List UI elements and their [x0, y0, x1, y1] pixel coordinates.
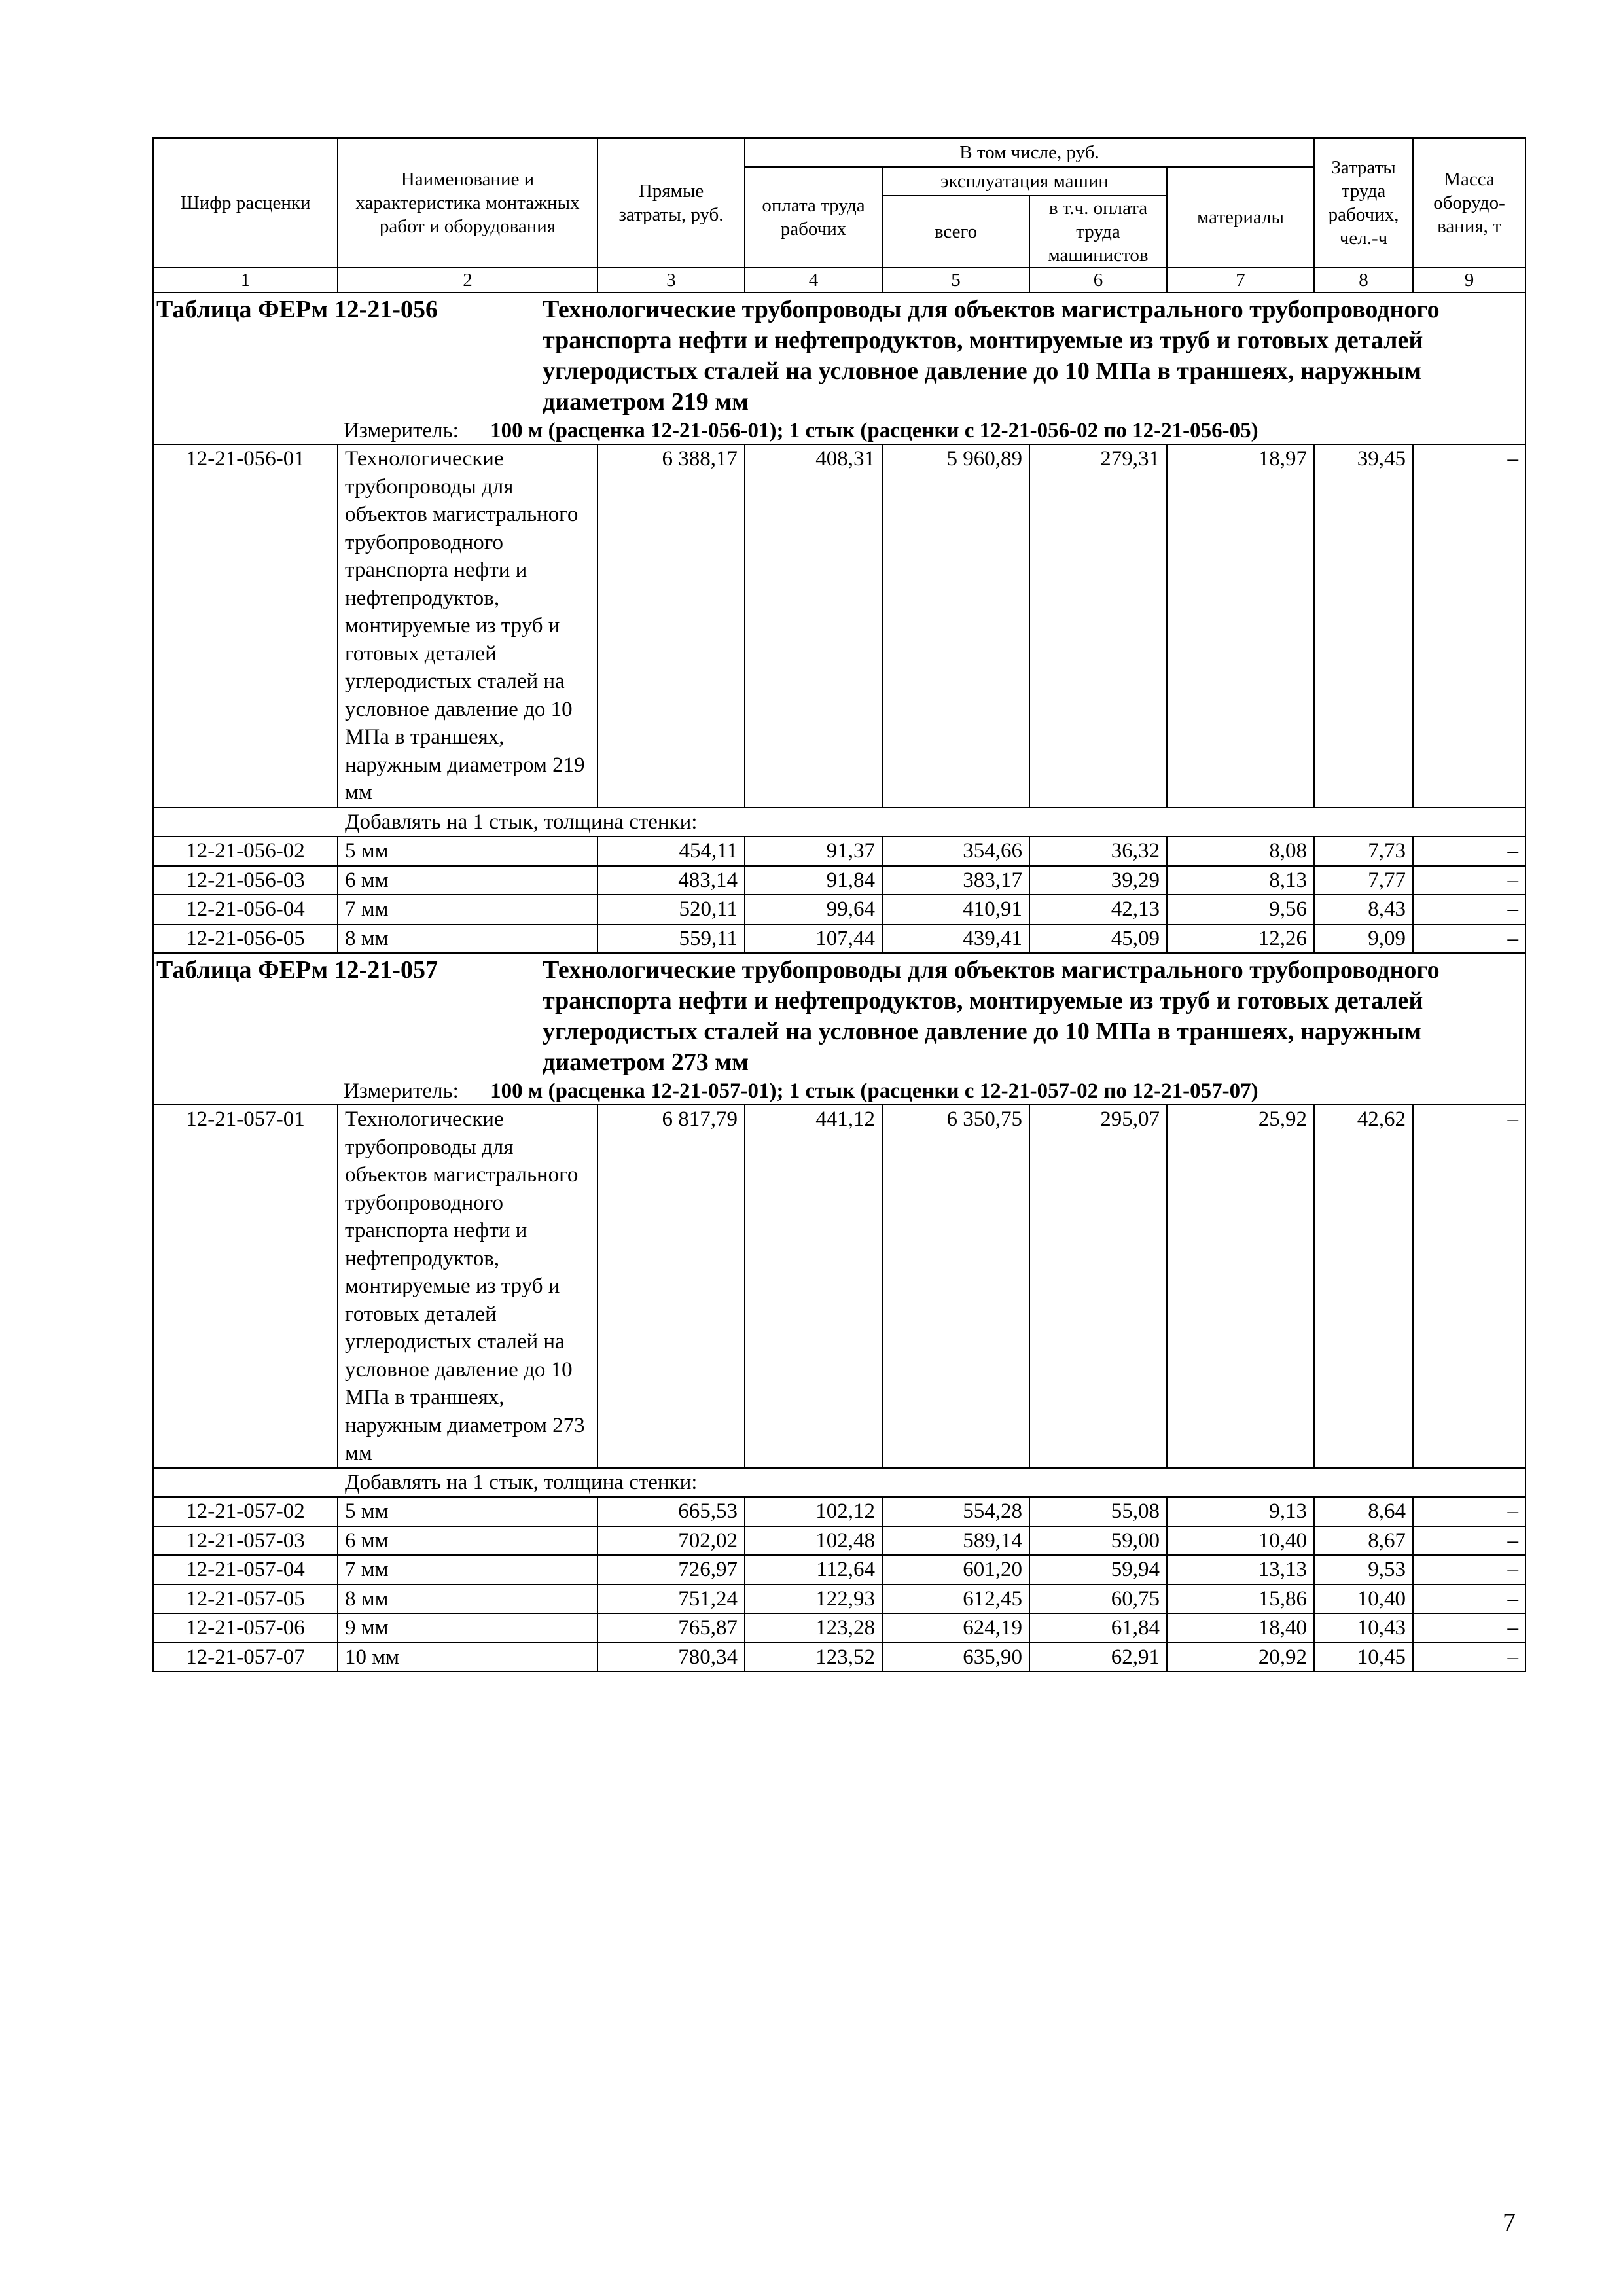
measure-value: 100 м (расценка 12-21-057-01); 1 стык (расценки с 12-21-057-02 по 12-21-057-07) [490, 1079, 1258, 1103]
rate-code: 12-21-057-07 [153, 1643, 338, 1672]
rate-code: 12-21-056-03 [153, 866, 338, 895]
rate-name: 9 мм [338, 1613, 597, 1643]
column-number: 6 [1029, 268, 1167, 293]
header-machines-total: всего [882, 196, 1029, 268]
measure-label: Измеритель: [344, 1079, 459, 1103]
direct-costs: 780,34 [597, 1643, 745, 1672]
table-row [153, 836, 1525, 866]
materials: 8,08 [1167, 836, 1314, 866]
table-row [153, 1105, 1525, 1468]
labor-pay: 123,28 [745, 1613, 882, 1643]
header-equipment-mass: Масса оборудо-вания, т [1413, 138, 1525, 268]
labor-hours: 8,43 [1314, 895, 1413, 924]
section-title: Технологические трубопроводы для объектов магистрального трубопроводного транспорта нефти и нефтепродуктов, монтируемые из труб и готовых деталей углеродистых сталей на условное давление до 10 МПа в траншеях, наружным диаметром 219 мм [543, 296, 1440, 416]
equipment-mass: – [1413, 1585, 1525, 1614]
machines-total: 601,20 [882, 1555, 1029, 1585]
equipment-mass: – [1413, 1497, 1525, 1526]
rate-name: 7 мм [338, 895, 597, 924]
machines-total: 354,66 [882, 836, 1029, 866]
labor-pay: 91,84 [745, 866, 882, 895]
machines-total: 554,28 [882, 1497, 1029, 1526]
machines-total: 624,19 [882, 1613, 1029, 1643]
labor-hours: 7,73 [1314, 836, 1413, 866]
equipment-mass: – [1413, 1526, 1525, 1556]
direct-costs: 765,87 [597, 1613, 745, 1643]
machinist-pay: 42,13 [1029, 895, 1167, 924]
materials: 18,97 [1167, 444, 1314, 808]
machines-total: 6 350,75 [882, 1105, 1029, 1468]
machines-total: 439,41 [882, 924, 1029, 954]
rate-code: 12-21-057-03 [153, 1526, 338, 1556]
labor-hours: 10,40 [1314, 1585, 1413, 1614]
table-row [153, 895, 1525, 924]
machinist-pay: 61,84 [1029, 1613, 1167, 1643]
direct-costs: 454,11 [597, 836, 745, 866]
machinist-pay: 62,91 [1029, 1643, 1167, 1672]
column-number: 1 [153, 268, 338, 293]
machinist-pay: 279,31 [1029, 444, 1167, 808]
table-row [153, 1613, 1525, 1643]
materials: 13,13 [1167, 1555, 1314, 1585]
machinist-pay: 295,07 [1029, 1105, 1167, 1468]
labor-hours: 9,09 [1314, 924, 1413, 954]
direct-costs: 559,11 [597, 924, 745, 954]
labor-pay: 122,93 [745, 1585, 882, 1614]
machinist-pay: 59,00 [1029, 1526, 1167, 1556]
header-materials: материалы [1167, 167, 1314, 268]
machinist-pay: 39,29 [1029, 866, 1167, 895]
page-number: 7 [1503, 2208, 1516, 2237]
rate-code: 12-21-057-05 [153, 1585, 338, 1614]
section-label: Таблица ФЕРм 12-21-057 [156, 956, 438, 984]
labor-hours: 10,45 [1314, 1643, 1413, 1672]
add-label: Добавлять на 1 стык, толщина стенки: [153, 1468, 1525, 1498]
rate-name: 8 мм [338, 1585, 597, 1614]
rate-code: 12-21-056-04 [153, 895, 338, 924]
add-label-row [153, 1468, 1525, 1498]
column-number: 9 [1413, 268, 1525, 293]
table-row [153, 924, 1525, 954]
machines-total: 635,90 [882, 1643, 1029, 1672]
labor-pay: 123,52 [745, 1643, 882, 1672]
table-row [153, 1497, 1525, 1526]
equipment-mass: – [1413, 924, 1525, 954]
equipment-mass: – [1413, 866, 1525, 895]
column-number: 8 [1314, 268, 1413, 293]
labor-pay: 91,37 [745, 836, 882, 866]
labor-pay: 102,48 [745, 1526, 882, 1556]
direct-costs: 6 817,79 [597, 1105, 745, 1468]
rate-name: 10 мм [338, 1643, 597, 1672]
materials: 12,26 [1167, 924, 1314, 954]
machinist-pay: 59,94 [1029, 1555, 1167, 1585]
equipment-mass: – [1413, 444, 1525, 808]
rate-code: 12-21-057-04 [153, 1555, 338, 1585]
machinist-pay: 60,75 [1029, 1585, 1167, 1614]
add-label: Добавлять на 1 стык, толщина стенки: [153, 808, 1525, 837]
rate-code: 12-21-056-01 [153, 444, 338, 808]
measure-label: Измеритель: [344, 419, 459, 442]
direct-costs: 520,11 [597, 895, 745, 924]
labor-hours: 7,77 [1314, 866, 1413, 895]
table-row [153, 1555, 1525, 1585]
table-row [153, 1585, 1525, 1614]
column-number: 4 [745, 268, 882, 293]
materials: 10,40 [1167, 1526, 1314, 1556]
header-code: Шифр расценки [153, 138, 338, 268]
rate-code: 12-21-057-02 [153, 1497, 338, 1526]
table-row [153, 866, 1525, 895]
section-header [153, 953, 1525, 1105]
labor-pay: 441,12 [745, 1105, 882, 1468]
column-number: 7 [1167, 268, 1314, 293]
machines-total: 410,91 [882, 895, 1029, 924]
rate-code: 12-21-057-06 [153, 1613, 338, 1643]
equipment-mass: – [1413, 1105, 1525, 1468]
materials: 8,13 [1167, 866, 1314, 895]
labor-pay: 408,31 [745, 444, 882, 808]
labor-hours: 42,62 [1314, 1105, 1413, 1468]
direct-costs: 6 388,17 [597, 444, 745, 808]
header-machines-group: эксплуатация машин [882, 167, 1167, 196]
equipment-mass: – [1413, 1555, 1525, 1585]
rate-name: Технологические трубопроводы для объектов магистрального трубопроводного транспорта нефти и нефтепродуктов, монтируемые из труб и готовых деталей углеродистых сталей на условное давление до 10 МПа в траншеях, наружным диаметром 273 мм [338, 1105, 597, 1468]
table-row [153, 444, 1525, 808]
measure-value: 100 м (расценка 12-21-056-01); 1 стык (расценки с 12-21-056-02 по 12-21-056-05) [490, 419, 1258, 442]
rate-name: 6 мм [338, 866, 597, 895]
equipment-mass: – [1413, 836, 1525, 866]
machines-total: 5 960,89 [882, 444, 1029, 808]
header-machinist-pay: в т.ч. оплата труда машинистов [1029, 196, 1167, 268]
rate-code: 12-21-056-05 [153, 924, 338, 954]
materials: 20,92 [1167, 1643, 1314, 1672]
header-labor-hours: Затраты труда рабочих, чел.-ч [1314, 138, 1413, 268]
header-labor-pay: оплата труда рабочих [745, 167, 882, 268]
rate-code: 12-21-057-01 [153, 1105, 338, 1468]
equipment-mass: – [1413, 1643, 1525, 1672]
rate-name: 8 мм [338, 924, 597, 954]
header-including-group: В том числе, руб. [745, 138, 1314, 167]
machinist-pay: 36,32 [1029, 836, 1167, 866]
direct-costs: 483,14 [597, 866, 745, 895]
column-number: 2 [338, 268, 597, 293]
labor-pay: 112,64 [745, 1555, 882, 1585]
labor-hours: 8,64 [1314, 1497, 1413, 1526]
labor-pay: 107,44 [745, 924, 882, 954]
section-label: Таблица ФЕРм 12-21-056 [156, 296, 438, 323]
direct-costs: 702,02 [597, 1526, 745, 1556]
rate-name: 7 мм [338, 1555, 597, 1585]
materials: 9,13 [1167, 1497, 1314, 1526]
table-row [153, 1643, 1525, 1672]
add-label-row [153, 808, 1525, 837]
direct-costs: 726,97 [597, 1555, 745, 1585]
materials: 15,86 [1167, 1585, 1314, 1614]
column-number: 3 [597, 268, 745, 293]
rates-table [152, 137, 1526, 1672]
materials: 9,56 [1167, 895, 1314, 924]
column-number: 5 [882, 268, 1029, 293]
machines-total: 589,14 [882, 1526, 1029, 1556]
machines-total: 383,17 [882, 866, 1029, 895]
header-direct-costs: Прямые затраты, руб. [597, 138, 745, 268]
rate-code: 12-21-056-02 [153, 836, 338, 866]
section-header [153, 293, 1525, 444]
labor-hours: 9,53 [1314, 1555, 1413, 1585]
rate-name: 5 мм [338, 836, 597, 866]
materials: 18,40 [1167, 1613, 1314, 1643]
section-title: Технологические трубопроводы для объектов магистрального трубопроводного транспорта нефти и нефтепродуктов, монтируемые из труб и готовых деталей углеродистых сталей на условное давление до 10 МПа в траншеях, наружным диаметром 273 мм [543, 956, 1440, 1076]
equipment-mass: – [1413, 1613, 1525, 1643]
header-name: Наименование и характеристика монтажных работ и оборудования [338, 138, 597, 268]
machinist-pay: 45,09 [1029, 924, 1167, 954]
rate-name: 5 мм [338, 1497, 597, 1526]
labor-pay: 99,64 [745, 895, 882, 924]
labor-hours: 8,67 [1314, 1526, 1413, 1556]
direct-costs: 751,24 [597, 1585, 745, 1614]
labor-hours: 39,45 [1314, 444, 1413, 808]
labor-hours: 10,43 [1314, 1613, 1413, 1643]
materials: 25,92 [1167, 1105, 1314, 1468]
rate-name: Технологические трубопроводы для объектов магистрального трубопроводного транспорта нефти и нефтепродуктов, монтируемые из труб и готовых деталей углеродистых сталей на условное давление до 10 МПа в траншеях, наружным диаметром 219 мм [338, 444, 597, 808]
machines-total: 612,45 [882, 1585, 1029, 1614]
table-row [153, 1526, 1525, 1556]
direct-costs: 665,53 [597, 1497, 745, 1526]
equipment-mass: – [1413, 895, 1525, 924]
rate-name: 6 мм [338, 1526, 597, 1556]
machinist-pay: 55,08 [1029, 1497, 1167, 1526]
labor-pay: 102,12 [745, 1497, 882, 1526]
